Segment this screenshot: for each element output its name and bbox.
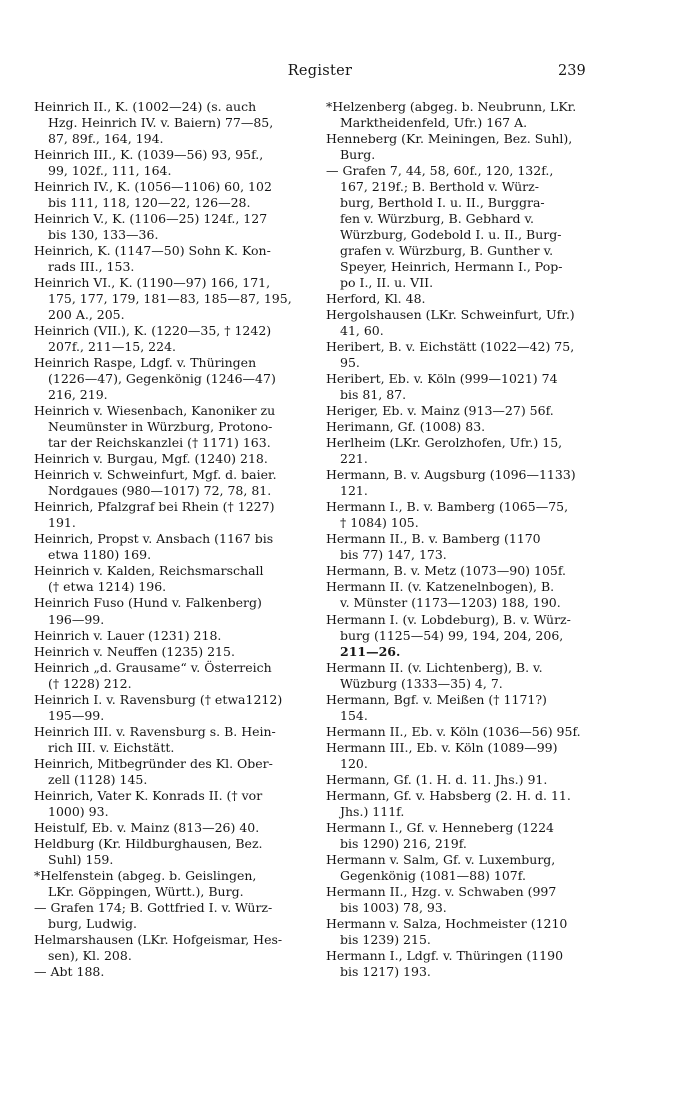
- entry-line: 154.: [340, 707, 368, 723]
- entry-line: — Grafen 7, 44, 58, 60f., 120, 132f.,: [326, 163, 554, 179]
- entry-line: *Helfenstein (abgeg. b. Geislingen,: [34, 867, 257, 883]
- entry-line: fen v. Würzburg, B. Gebhard v.: [340, 211, 535, 227]
- entry-line: Heinrich Fuso (Hund v. Falkenberg): [34, 595, 262, 611]
- index-entry: [34, 932, 306, 964]
- entry-line: burg, Ludwig.: [48, 915, 138, 931]
- entry-line: Hermann v. Salza, Hochmeister (1210: [326, 915, 568, 931]
- index-entry: [34, 243, 306, 275]
- entry-line: — Abt 188.: [34, 963, 105, 979]
- entry-line: Heinrich, Vater K. Konrads II. († vor: [34, 787, 263, 803]
- entry-line: Hermann, B. v. Augsburg (1096—1133): [326, 467, 576, 483]
- index-entry: [34, 323, 306, 355]
- index-entry: [34, 964, 306, 980]
- index-entry: [34, 820, 306, 836]
- entry-line: Heinrich III., K. (1039—56) 93, 95f.,: [34, 147, 264, 163]
- index-entry: [34, 403, 306, 451]
- index-entry: [34, 595, 306, 627]
- entry-line: Hermann I., Ldgf. v. Thüringen (1190: [326, 947, 564, 963]
- entry-line: Heinrich v. Burgau, Mgf. (1240) 218.: [34, 451, 268, 467]
- entry-line: Burg.: [340, 147, 376, 163]
- entry-line: 120.: [340, 755, 368, 771]
- entry-line: 216, 219.: [48, 387, 108, 403]
- entry-line: Wüzburg (1333—35) 4, 7.: [340, 675, 503, 691]
- entry-line: Hermann II., Hzg. v. Schwaben (997: [326, 883, 557, 899]
- entry-line: LKr. Göppingen, Württ.), Burg.: [48, 883, 244, 899]
- entry-line: Henneberg (Kr. Meiningen, Bez. Suhl),: [326, 131, 573, 147]
- entry-line: Hermann II. (v. Lichtenberg), B. v.: [326, 659, 543, 675]
- index-entry: [326, 724, 602, 740]
- entry-line: Heinrich IV., K. (1056—1106) 60, 102: [34, 179, 272, 195]
- index-entry: [326, 163, 602, 291]
- entry-line: Heistulf, Eb. v. Mainz (813—26) 40.: [34, 819, 260, 835]
- entry-line: bis 1003) 78, 93.: [340, 899, 447, 915]
- index-entry: [326, 820, 602, 852]
- entry-line: († etwa 1214) 196.: [48, 579, 167, 595]
- entry-line: Herimann, Gf. (1008) 83.: [326, 419, 486, 435]
- index-entry: [34, 147, 306, 179]
- entry-line: bis 1217) 193.: [340, 963, 431, 979]
- entry-line: 195—99.: [48, 707, 105, 723]
- entry-line: bis 81, 87.: [340, 387, 407, 403]
- entry-line: Heinrich v. Wiesenbach, Kanoniker zu: [34, 403, 276, 419]
- index-entry: [326, 563, 602, 579]
- index-entry: [34, 531, 306, 563]
- index-entry: [326, 339, 602, 371]
- entry-line: rads III., 153.: [48, 259, 135, 275]
- entry-line: Heldburg (Kr. Hildburghausen, Bez.: [34, 835, 263, 851]
- index-entry: [34, 660, 306, 692]
- index-entry: [326, 131, 602, 163]
- index-entry: [34, 499, 306, 531]
- index-entry: [34, 467, 306, 499]
- entry-line: Heinrich v. Schweinfurt, Mgf. d. baier.: [34, 467, 277, 483]
- index-entry: [34, 99, 306, 147]
- entry-line-bold: 211—26.: [340, 643, 401, 659]
- entry-line: burg, Berthold I. u. II., Burggra-: [340, 195, 545, 211]
- entry-line: Hermann III., Eb. v. Köln (1089—99): [326, 739, 558, 755]
- index-entry: [34, 628, 306, 644]
- index-entry: [34, 355, 306, 403]
- index-entry: [34, 756, 306, 788]
- entry-line: Heribert, B. v. Eichstätt (1022—42) 75,: [326, 339, 575, 355]
- entry-line: Hermann II. (v. Katzenelnbogen), B.: [326, 579, 555, 595]
- entry-line: 41, 60.: [340, 323, 384, 339]
- entry-line: 87, 89f., 164, 194.: [48, 131, 164, 147]
- entry-line: 196—99.: [48, 611, 105, 627]
- index-entry: [326, 916, 602, 948]
- entry-line: Heinrich I. v. Ravensburg († etwa1212): [34, 691, 283, 707]
- entry-line: Heinrich, K. (1147—50) Sohn K. Kon-: [34, 243, 271, 259]
- entry-line: etwa 1180) 169.: [48, 547, 152, 563]
- index-entry: [34, 900, 306, 932]
- entry-line: Suhl) 159.: [48, 851, 114, 867]
- index-entry: [326, 307, 602, 339]
- entry-line: 167, 219f.; B. Berthold v. Würz-: [340, 179, 539, 195]
- entry-line: — Grafen 174; B. Gottfried I. v. Würz-: [34, 899, 273, 915]
- index-entry: [326, 740, 602, 772]
- entry-line: Heinrich, Mitbegründer des Kl. Ober-: [34, 755, 273, 771]
- entry-line: 191.: [48, 515, 76, 531]
- entry-line: Hzg. Heinrich IV. v. Baiern) 77—85,: [48, 115, 274, 131]
- entry-line: Herlheim (LKr. Gerolzhofen, Ufr.) 15,: [326, 435, 563, 451]
- index-column-right: [326, 99, 602, 980]
- entry-line: Heinrich v. Neuffen (1235) 215.: [34, 643, 235, 659]
- entry-line: Hermann I. (v. Lobdeburg), B. v. Würz-: [326, 611, 571, 627]
- entry-line: Marktheidenfeld, Ufr.) 167 A.: [340, 115, 528, 131]
- entry-line: Helmarshausen (LKr. Hofgeismar, Hes-: [34, 931, 283, 947]
- index-entry: [326, 403, 602, 419]
- index-entry: [326, 788, 602, 820]
- entry-line: Heinrich VI., K. (1190—97) 166, 171,: [34, 275, 271, 291]
- entry-line: bis 130, 133—36.: [48, 227, 159, 243]
- entry-line: (1226—47), Gegenkönig (1246—47): [48, 371, 276, 387]
- entry-line: Hermann I., Gf. v. Henneberg (1224: [326, 819, 554, 835]
- entry-line: *Helzenberg (abgeg. b. Neubrunn, LKr.: [326, 99, 577, 114]
- entry-line: Gegenkönig (1081—88) 107f.: [340, 867, 526, 883]
- running-header: Register: [287, 63, 353, 79]
- entry-line: Heinrich „d. Grausame“ v. Österreich: [34, 659, 272, 675]
- entry-line: Hermann v. Salm, Gf. v. Luxemburg,: [326, 851, 556, 867]
- index-entry: [326, 435, 602, 467]
- entry-line: bis 77) 147, 173.: [340, 547, 447, 563]
- index-entry: [326, 948, 602, 980]
- entry-line: Heinrich (VII.), K. (1220—35, † 1242): [34, 323, 272, 339]
- entry-line: bis 1239) 215.: [340, 931, 431, 947]
- entry-line: Hermann, B. v. Metz (1073—90) 105f.: [326, 563, 567, 579]
- entry-line: Heinrich, Pfalzgraf bei Rhein († 1227): [34, 499, 275, 515]
- index-column-left: [34, 99, 306, 980]
- index-entry: [34, 644, 306, 660]
- entry-line: 175, 177, 179, 181—83, 185—87, 195,: [48, 291, 292, 307]
- index-entry: [326, 852, 602, 884]
- entry-line: Neumünster in Würzburg, Protono-: [48, 419, 273, 435]
- entry-line: Heinrich Raspe, Ldgf. v. Thüringen: [34, 355, 257, 371]
- entry-line: zell (1128) 145.: [48, 771, 148, 787]
- index-entry: [326, 531, 602, 563]
- entry-line: bis 111, 118, 120—22, 126—28.: [48, 195, 251, 211]
- entry-line: Heriger, Eb. v. Mainz (913—27) 56f.: [326, 403, 554, 419]
- index-entry: [326, 612, 602, 660]
- index-entry: [34, 692, 306, 724]
- index-entry: [34, 451, 306, 467]
- index-entry: [326, 467, 602, 499]
- entry-line: 99, 102f., 111, 164.: [48, 163, 172, 179]
- index-entry: [34, 868, 306, 900]
- index-entry: [326, 660, 602, 692]
- entry-line: 121.: [340, 483, 368, 499]
- entry-line: Heinrich v. Lauer (1231) 218.: [34, 627, 222, 643]
- index-entry: [326, 371, 602, 403]
- entry-line: Heinrich v. Kalden, Reichsmarschall: [34, 563, 264, 579]
- index-entry: [326, 579, 602, 611]
- entry-line: Hermann II., Eb. v. Köln (1036—56) 95f.: [326, 723, 581, 739]
- entry-line: tar der Reichskanzlei († 1171) 163.: [48, 435, 271, 451]
- entry-line: Heribert, Eb. v. Köln (999—1021) 74: [326, 371, 558, 387]
- entry-line: 95.: [340, 355, 360, 371]
- index-entry: [326, 291, 602, 307]
- entry-line: Heinrich V., K. (1106—25) 124f., 127: [34, 211, 268, 227]
- entry-line: po I., II. u. VII.: [340, 275, 434, 291]
- entry-line: Heinrich, Propst v. Ansbach (1167 bis: [34, 531, 274, 547]
- entry-line: Jhs.) 111f.: [340, 803, 405, 819]
- entry-line: Heinrich III. v. Ravensburg s. B. Hein-: [34, 723, 276, 739]
- entry-line: 1000) 93.: [48, 803, 109, 819]
- entry-line: Hergolshausen (LKr. Schweinfurt, Ufr.): [326, 307, 575, 323]
- entry-line: Hermann, Bgf. v. Meißen († 1171?): [326, 691, 547, 707]
- index-entry: [326, 499, 602, 531]
- index-entry: [326, 884, 602, 916]
- index-entry: [326, 99, 602, 131]
- index-entry: [326, 772, 602, 788]
- entry-line: † 1084) 105.: [340, 515, 419, 531]
- entry-line: Hermann II., B. v. Bamberg (1170: [326, 531, 541, 547]
- index-entry: [34, 836, 306, 868]
- entry-line: 221.: [340, 451, 368, 467]
- index-entry: [34, 211, 306, 243]
- entry-line: burg (1125—54) 99, 194, 204, 206,: [340, 627, 564, 643]
- entry-line: 207f., 211—15, 224.: [48, 339, 177, 355]
- index-entry: [34, 788, 306, 820]
- entry-line: bis 1290) 216, 219f.: [340, 835, 467, 851]
- entry-line: Hermann, Gf. (1. H. d. 11. Jhs.) 91.: [326, 771, 548, 787]
- entry-line: Nordgaues (980—1017) 72, 78, 81.: [48, 483, 272, 499]
- entry-line: Hermann, Gf. v. Habsberg (2. H. d. 11.: [326, 787, 571, 803]
- index-entry: [34, 179, 306, 211]
- entry-line: v. Münster (1173—1203) 188, 190.: [340, 595, 561, 611]
- entry-line: Speyer, Heinrich, Hermann I., Pop-: [340, 259, 563, 275]
- page-number: 239: [558, 63, 586, 79]
- entry-line: 200 A., 205.: [48, 307, 125, 323]
- entry-line: rich III. v. Eichstätt.: [48, 739, 175, 755]
- index-entry: [326, 692, 602, 724]
- index-entry: [34, 563, 306, 595]
- entry-line: sen), Kl. 208.: [48, 947, 132, 963]
- entry-line: Hermann I., B. v. Bamberg (1065—75,: [326, 499, 569, 515]
- index-entry: [34, 275, 306, 323]
- entry-line: († 1228) 212.: [48, 675, 132, 691]
- entry-line: Würzburg, Godebold I. u. II., Burg-: [340, 227, 562, 243]
- entry-line: Herford, Kl. 48.: [326, 291, 426, 307]
- entry-line: grafen v. Würzburg, B. Gunther v.: [340, 243, 554, 259]
- index-entry: [326, 419, 602, 435]
- entry-line: Heinrich II., K. (1002—24) (s. auch: [34, 99, 257, 114]
- index-entry: [34, 724, 306, 756]
